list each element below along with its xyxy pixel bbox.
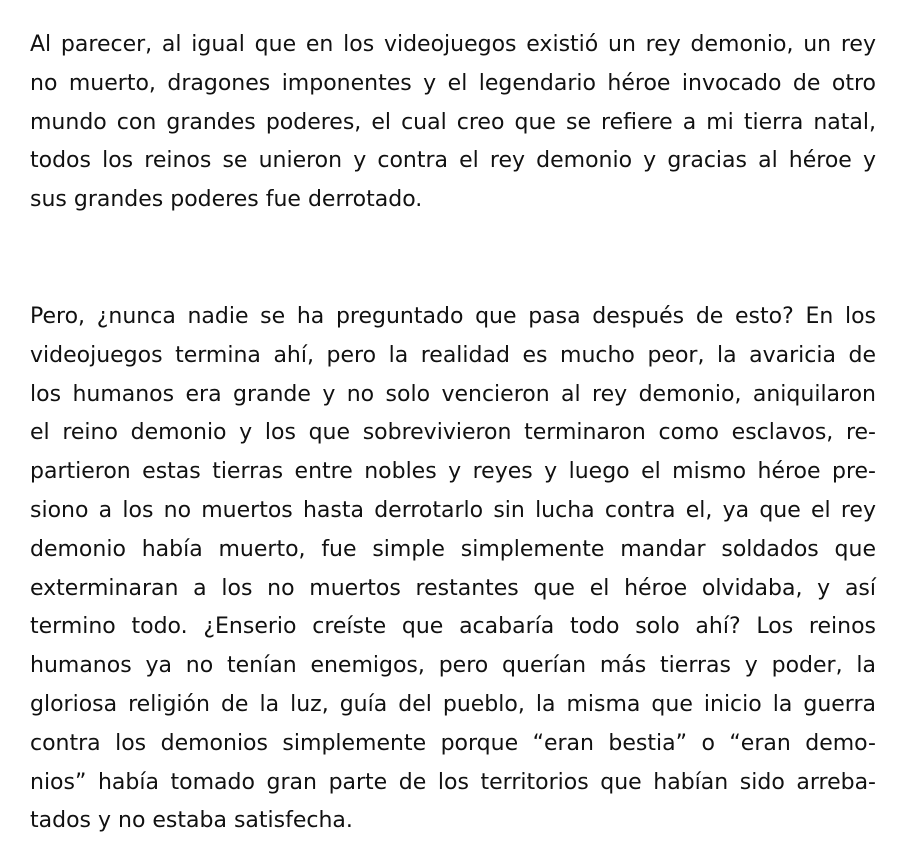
text-line: videojuegos termina ahí, pero la realidad es mucho peor, la avaricia de — [30, 342, 876, 368]
text-line: Pero, ¿nunca nadie se ha preguntado que pasa después de esto? En los — [30, 303, 876, 329]
paragraph-2 — [30, 298, 876, 841]
text-line: siono a los no muertos hasta derrotarlo sin lucha contra el, ya que el rey — [30, 497, 876, 523]
text-line: tados y no estaba satisfecha. — [30, 808, 353, 834]
text-line: gloriosa religión de la luz, guía del pueblo, la misma que inicio la guerra — [30, 691, 876, 717]
paragraph-1 — [30, 26, 876, 220]
document-page — [30, 26, 876, 841]
text-line: mundo con grandes poderes, el cual creo que se refiere a mi tierra natal, — [30, 109, 876, 135]
text-line: termino todo. ¿Enserio creíste que acabaría todo solo ahí? Los reinos — [30, 614, 876, 640]
text-line: Al parecer, al igual que en los videojuegos existió un rey demonio, un rey — [30, 32, 876, 57]
text-line: humanos ya no tenían enemigos, pero querían más tierras y poder, la — [30, 653, 876, 679]
text-line: demonio había muerto, fue simple simplemente mandar soldados que — [30, 536, 876, 562]
text-line: no muerto, dragones imponentes y el legendario héroe invocado de otro — [30, 70, 876, 96]
text-line: contra los demonios simplemente porque “eran bestia” o “eran demo- — [30, 730, 876, 756]
text-line: el reino demonio y los que sobrevivieron terminaron como esclavos, re- — [30, 420, 876, 446]
text-line: los humanos era grande y no solo vencieron al rey demonio, aniquilaron — [30, 381, 876, 407]
text-line: partieron estas tierras entre nobles y reyes y luego el mismo héroe pre- — [30, 459, 876, 485]
text-line: exterminaran a los no muertos restantes que el héroe olvidaba, y así — [30, 575, 876, 601]
text-line: todos los reinos se unieron y contra el rey demonio y gracias al héroe y — [30, 148, 876, 174]
text-line: sus grandes poderes fue derrotado. — [30, 187, 423, 213]
text-line: nios” había tomado gran parte de los territorios que habían sido arreba- — [30, 769, 876, 795]
paragraph-spacer — [30, 220, 876, 298]
